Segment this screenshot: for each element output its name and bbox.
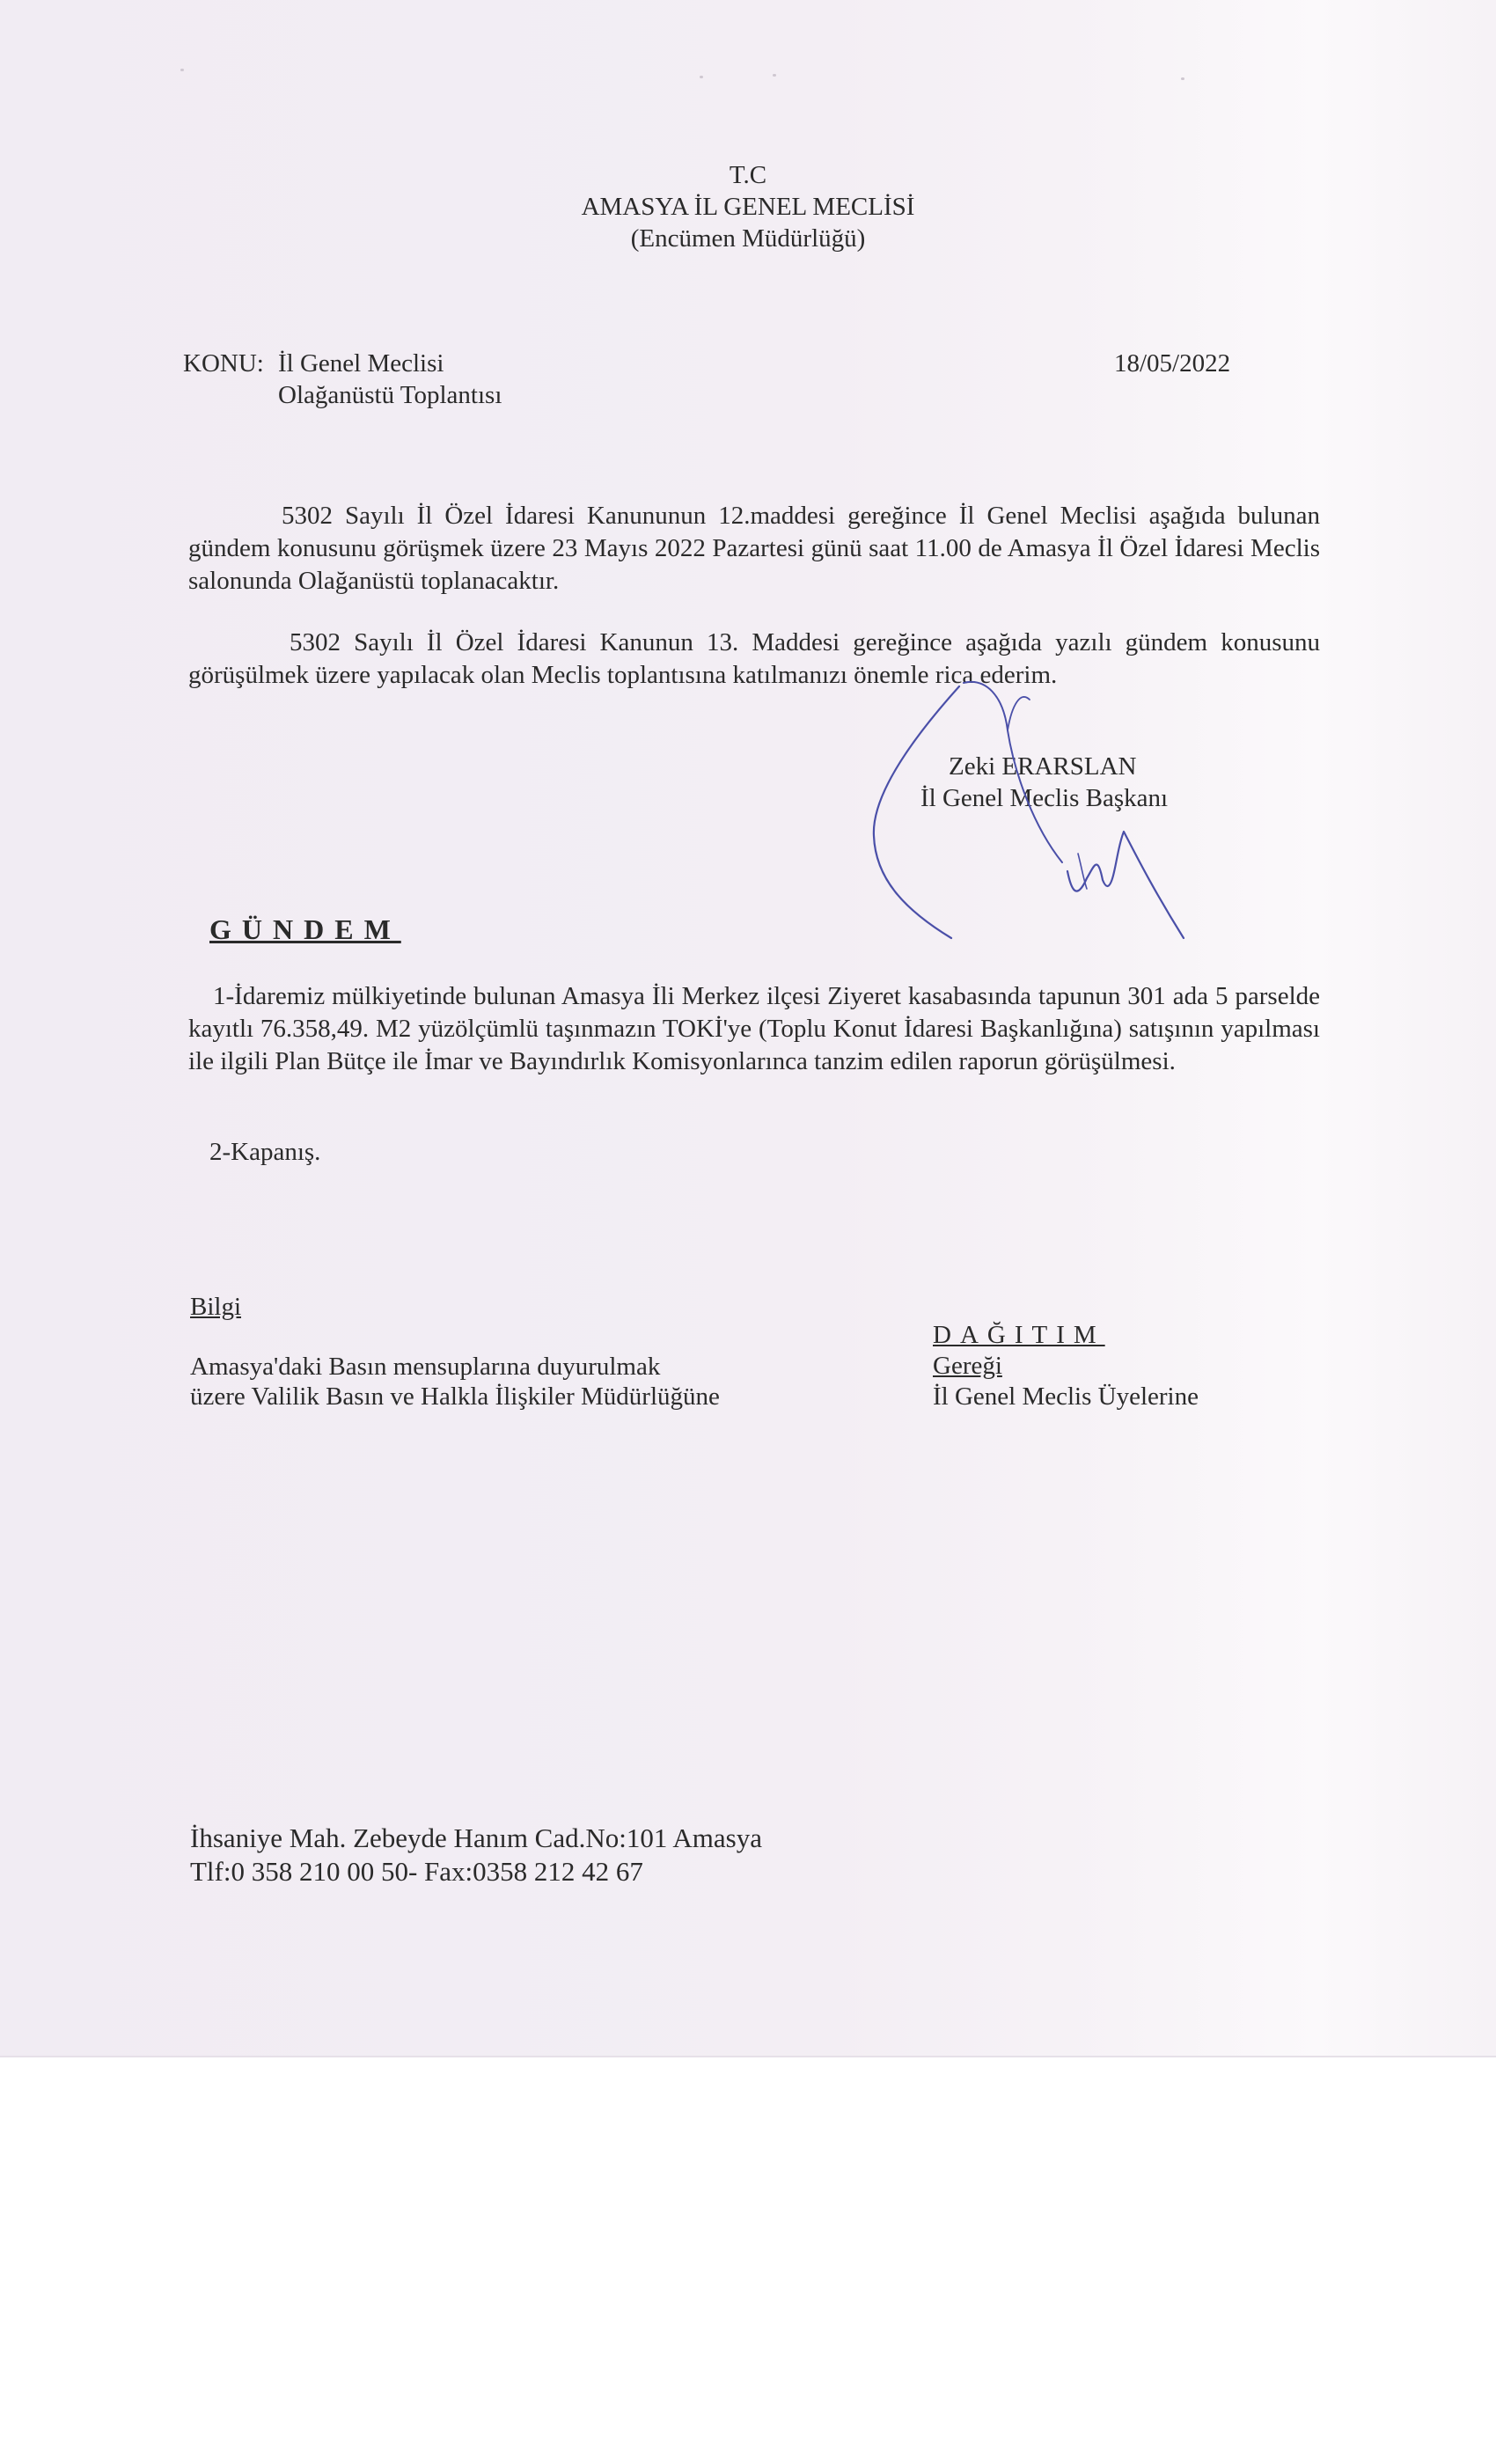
scan-speck	[180, 69, 184, 71]
header-institution: AMASYA İL GENEL MECLİSİ	[581, 193, 915, 221]
paragraph-2-text: 5302 Sayılı İl Özel İdaresi Kanunun 13. Maddesi gereğince aşağıda yazılı gündem konusunu görüşülmek üzere yapılacak olan Meclis toplantısına katılmanızı önemle rica ederim.	[188, 628, 1320, 689]
document-date: 18/05/2022	[1114, 349, 1231, 378]
agenda-item-1	[188, 980, 1320, 1078]
info-line-1: Amasya'daki Basın mensuplarına duyurulmak	[190, 1353, 661, 1381]
signature-mark	[867, 678, 1210, 950]
agenda-item-1-text: 1-İdaremiz mülkiyetinde bulunan Amasya İli Merkez ilçesi Ziyeret kasabasında tapunun 301 ada 5 parselde kayıtlı 76.358,49. M2 yüzölçümlü taşınmazın TOKİ'ye (Toplu Konut İdaresi Başkanlığına) satışının yapılması ile ilgili Plan Bütçe ile İmar ve Bayındırlık Komisyonlarınca tanzim edilen raporun görüşülmesi.	[188, 982, 1320, 1075]
subject-line2: Olağanüstü Toplantısı	[278, 381, 502, 409]
paragraph-1-text: 5302 Sayılı İl Özel İdaresi Kanununun 12.maddesi gereğince İl Genel Meclisi aşağıda bulunan gündem konusunu görüşmek üzere 23 Mayıs 2022 Pazartesi günü saat 11.00 de Amasya İl Özel İdaresi Meclis salonunda Olağanüstü toplanacaktır.	[188, 502, 1320, 595]
agenda-item-2: 2-Kapanış.	[209, 1138, 321, 1166]
scan-speck	[700, 76, 703, 78]
distribution-sublabel: Gereği	[933, 1352, 1002, 1380]
signatory-name: Zeki ERARSLAN	[949, 752, 1137, 781]
distribution-line-1: İl Genel Meclis Üyelerine	[933, 1382, 1199, 1411]
footer-address: İhsaniye Mah. Zebeyde Hanım Cad.No:101 Amasya	[190, 1822, 762, 1853]
signatory-title: İl Genel Meclis Başkanı	[920, 784, 1169, 812]
body-paragraph-1	[188, 500, 1320, 598]
subject-line1: İl Genel Meclisi	[278, 349, 444, 378]
scan-speck	[1181, 77, 1184, 80]
info-line-2: üzere Valilik Basın ve Halkla İlişkiler Müdürlüğüne	[190, 1382, 720, 1411]
subject-label: KONU:	[183, 349, 264, 378]
scan-speck	[773, 74, 776, 77]
header-department: (Encümen Müdürlüğü)	[630, 224, 866, 253]
header-tc: T.C	[729, 161, 767, 189]
agenda-heading: GÜNDEM	[209, 913, 401, 945]
footer-phone: Tlf:0 358 210 00 50- Fax:0358 212 42 67	[190, 1856, 643, 1887]
info-label: Bilgi	[190, 1293, 242, 1321]
distribution-label: DAĞITIM	[933, 1321, 1105, 1349]
